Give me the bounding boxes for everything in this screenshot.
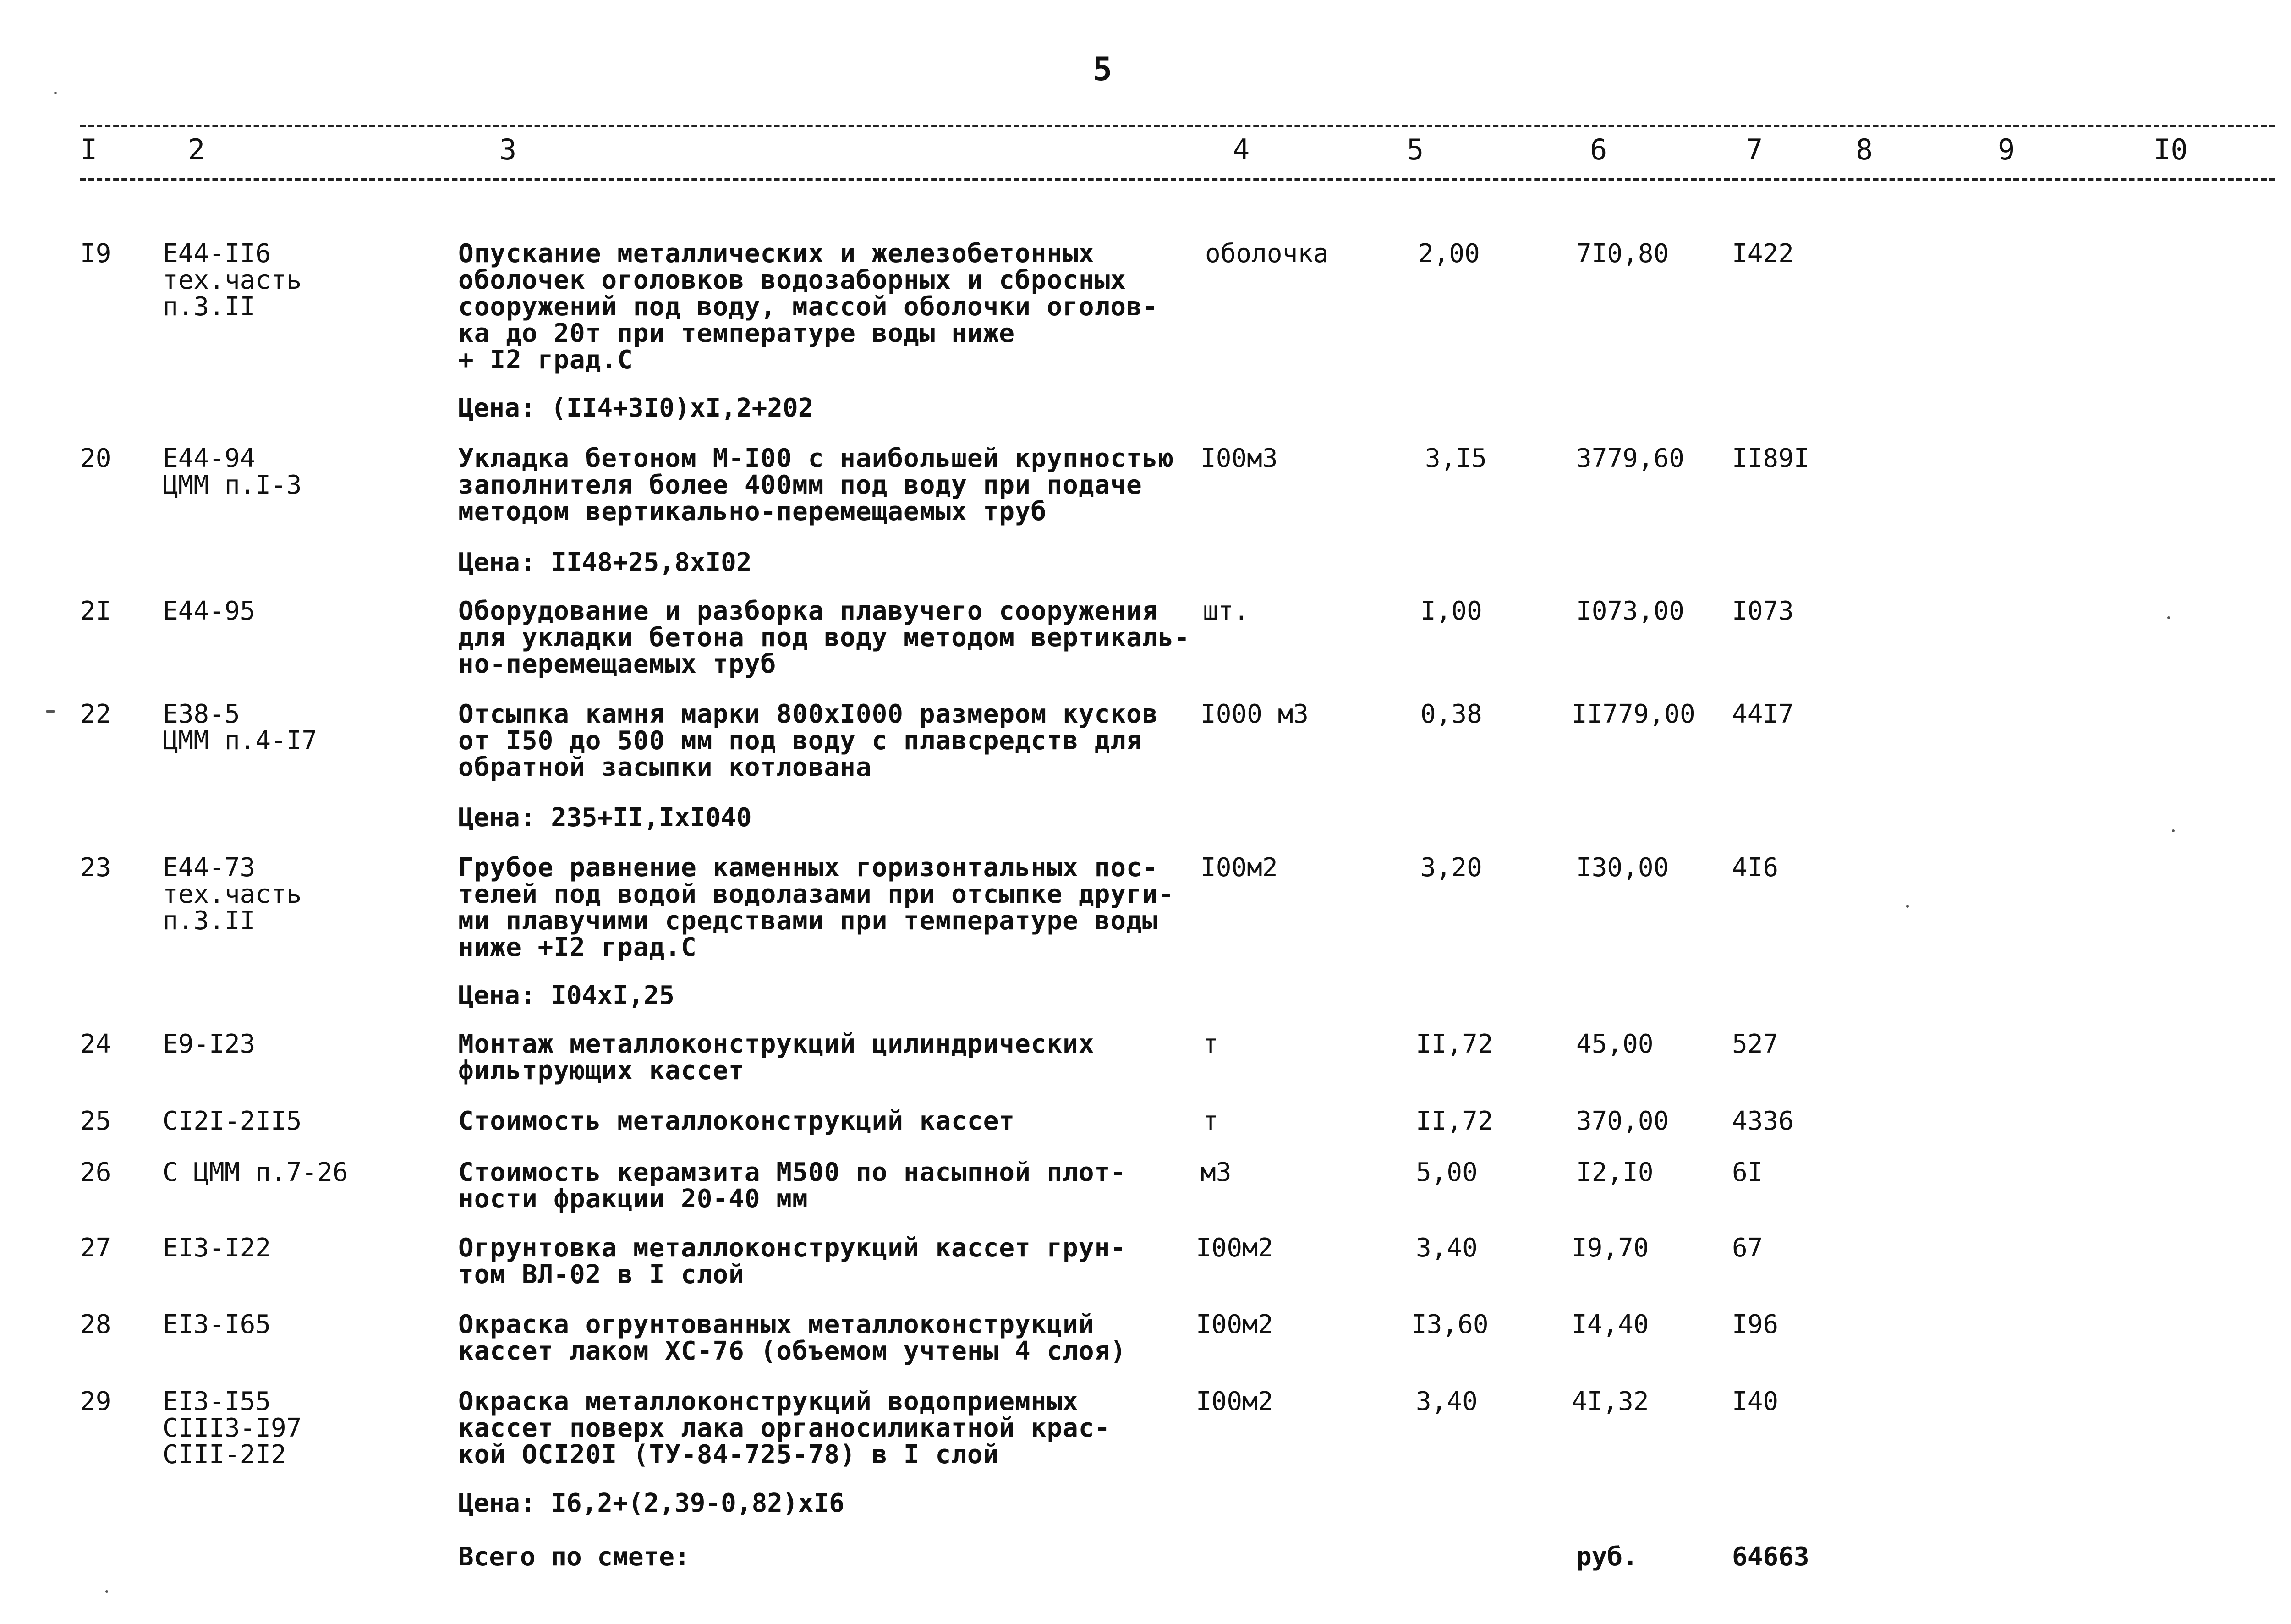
row-29-number: 29 <box>80 1387 111 1416</box>
row-20-unit: I00м3 <box>1200 444 1278 473</box>
column-header-2: 2 <box>188 133 205 166</box>
row-27-unit-price: I9,70 <box>1572 1233 1649 1263</box>
row-29-quantity: 3,40 <box>1416 1387 1478 1416</box>
row-24-description: Монтаж металлоконструкций цилиндрических фильтрующих кассет <box>458 1029 1095 1086</box>
row-21-number: 2I <box>80 596 111 626</box>
row-21-unit-price: I073,00 <box>1576 596 1685 626</box>
row-28-description: Окраска огрунтованных металлоконструкций кассет лаком ХС-76 (объемом учтены 4 слоя) <box>458 1310 1127 1366</box>
row-20-number: 20 <box>80 444 111 473</box>
row-20-cost: II89I <box>1732 444 1809 473</box>
column-header-9: 9 <box>1998 133 2015 166</box>
row-24-number: 24 <box>80 1029 111 1059</box>
row-29-unit-price: 4I,32 <box>1572 1387 1649 1416</box>
row-19-description: Опускание металлических и железобетонных оболочек оголовков водозаборных и сбросных сооружений под воду, массой оболочки оголов- ка до 20т при температуре воды ниже + I2 град.С <box>458 239 1158 375</box>
row-22-unit-price: II779,00 <box>1572 699 1695 729</box>
row-19-unit-price: 7I0,80 <box>1576 239 1669 269</box>
row-27-number: 27 <box>80 1233 111 1263</box>
row-24-unit-price: 45,00 <box>1576 1029 1654 1059</box>
column-header-7: 7 <box>1746 133 1763 166</box>
row-25-number: 25 <box>80 1106 111 1136</box>
row-22-quantity: 0,38 <box>1420 699 1482 729</box>
row-22-description: Отсыпка камня марки 800xI000 размером кусков от I50 до 500 мм под воду с плавсредств для обратной засыпки котлована <box>458 699 1158 782</box>
row-26-quantity: 5,00 <box>1416 1158 1478 1187</box>
row-22-code: Е38-5 ЦММ п.4-I7 <box>163 699 318 756</box>
row-25-cost: 4336 <box>1732 1106 1794 1136</box>
row-26-number: 26 <box>80 1158 111 1187</box>
column-header-1: I <box>80 133 98 166</box>
row-21-code: Е44-95 <box>163 596 256 626</box>
row-27-code: ЕI3-I22 <box>163 1233 271 1263</box>
row-22-price-formula: Цена: 235+II,IxI040 <box>458 803 752 833</box>
scan-speck <box>105 1590 108 1593</box>
row-27-description: Огрунтовка металлоконструкций кассет грун- том ВЛ-02 в I слой <box>458 1233 1127 1289</box>
total-currency: руб. <box>1576 1542 1638 1572</box>
scan-speck <box>1906 905 1909 908</box>
row-25-code: СI2I-2II5 <box>163 1106 302 1136</box>
row-27-cost: 67 <box>1732 1233 1763 1263</box>
row-19-cost: I422 <box>1732 239 1794 269</box>
row-20-price-formula: Цена: II48+25,8xI02 <box>458 548 752 577</box>
row-24-quantity: II,72 <box>1416 1029 1493 1059</box>
row-24-cost: 527 <box>1732 1029 1779 1059</box>
row-20-quantity: 3,I5 <box>1425 444 1487 473</box>
row-19-unit: оболочка <box>1205 239 1329 269</box>
row-29-description: Окраска металлоконструкций водоприемных кассет поверх лака органосиликатной крас- кой ОСI20I (ТУ-84-725-78) в I слой <box>458 1387 1111 1470</box>
row-19-number: I9 <box>80 239 111 269</box>
page-number: 5 <box>1093 50 1113 88</box>
row-23-quantity: 3,20 <box>1420 853 1482 883</box>
row-22-unit: I000 м3 <box>1200 699 1309 729</box>
row-29-price-formula: Цена: I6,2+(2,39-0,82)xI6 <box>458 1488 844 1518</box>
column-header-8: 8 <box>1856 133 1873 166</box>
row-29-cost: I40 <box>1732 1387 1779 1416</box>
row-27-quantity: 3,40 <box>1416 1233 1478 1263</box>
row-26-description: Стоимость керамзита М500 по насыпной плот- ности фракции 20-40 мм <box>458 1158 1127 1214</box>
row-23-unit-price: I30,00 <box>1576 853 1669 883</box>
row-20-code: Е44-94 ЦММ п.I-3 <box>163 444 302 500</box>
row-21-quantity: I,00 <box>1420 596 1482 626</box>
scan-speck <box>2167 616 2170 619</box>
row-23-price-formula: Цена: I04xI,25 <box>458 981 675 1010</box>
row-28-number: 28 <box>80 1310 111 1339</box>
row-19-quantity: 2,00 <box>1418 239 1480 269</box>
row-25-quantity: II,72 <box>1416 1106 1493 1136</box>
scan-speck <box>54 92 57 94</box>
scan-speck <box>2172 829 2175 832</box>
row-22-cost: 44I7 <box>1732 699 1794 729</box>
header-top-rule <box>80 125 2275 127</box>
row-28-cost: I96 <box>1732 1310 1779 1339</box>
row-23-unit: I00м2 <box>1200 853 1278 883</box>
row-23-number: 23 <box>80 853 111 883</box>
row-25-unit-price: 370,00 <box>1576 1106 1669 1136</box>
row-26-code: С ЦММ п.7-26 <box>163 1158 348 1187</box>
row-21-description: Оборудование и разборка плавучего сооружения для укладки бетона под воду методом вертикаль- но-перемещаемых труб <box>458 596 1190 679</box>
column-header-5: 5 <box>1407 133 1424 166</box>
row-22-number: 22 <box>80 699 111 729</box>
row-28-unit: I00м2 <box>1196 1310 1273 1339</box>
total-sum: 64663 <box>1732 1542 1809 1572</box>
row-28-code: ЕI3-I65 <box>163 1310 271 1339</box>
row-28-unit-price: I4,40 <box>1572 1310 1649 1339</box>
row-26-unit: м3 <box>1200 1158 1232 1187</box>
row-23-cost: 4I6 <box>1732 853 1779 883</box>
row-29-unit: I00м2 <box>1196 1387 1273 1416</box>
row-24-unit: т <box>1203 1029 1218 1059</box>
row-23-description: Грубое равнение каменных горизонтальных пос- телей под водой водолазами при отсыпке други- ми плавучими средствами при температуре воды ниже +I2 град.С <box>458 853 1174 962</box>
header-bottom-rule <box>80 178 2275 181</box>
row-19-code: Е44-II6 тех.часть п.3.II <box>163 239 302 322</box>
row-24-code: Е9-I23 <box>163 1029 256 1059</box>
row-20-description: Укладка бетоном М-I00 с наибольшей крупностью заполнителя более 400мм под воду при подаче методом вертикально-перемещаемых труб <box>458 444 1174 527</box>
scan-speck <box>46 710 55 713</box>
column-header-3: 3 <box>499 133 517 166</box>
column-header-4: 4 <box>1233 133 1250 166</box>
row-25-unit: т <box>1203 1106 1218 1136</box>
row-20-unit-price: 3779,60 <box>1576 444 1685 473</box>
row-25-description: Стоимость металлоконструкций кассет <box>458 1106 1015 1136</box>
row-26-unit-price: I2,I0 <box>1576 1158 1654 1187</box>
column-header-6: 6 <box>1590 133 1607 166</box>
row-19-price-formula: Цена: (II4+3I0)xI,2+202 <box>458 393 814 423</box>
column-header-10: I0 <box>2154 133 2188 166</box>
row-29-code: ЕI3-I55 СIII3-I97 СIII-2I2 <box>163 1387 302 1470</box>
row-21-cost: I073 <box>1732 596 1794 626</box>
row-23-code: Е44-73 тех.часть п.3.II <box>163 853 302 936</box>
row-21-unit: шт. <box>1203 596 1250 626</box>
total-label: Всего по смете: <box>458 1542 690 1572</box>
row-27-unit: I00м2 <box>1196 1233 1273 1263</box>
row-26-cost: 6I <box>1732 1158 1763 1187</box>
row-28-quantity: I3,60 <box>1411 1310 1489 1339</box>
